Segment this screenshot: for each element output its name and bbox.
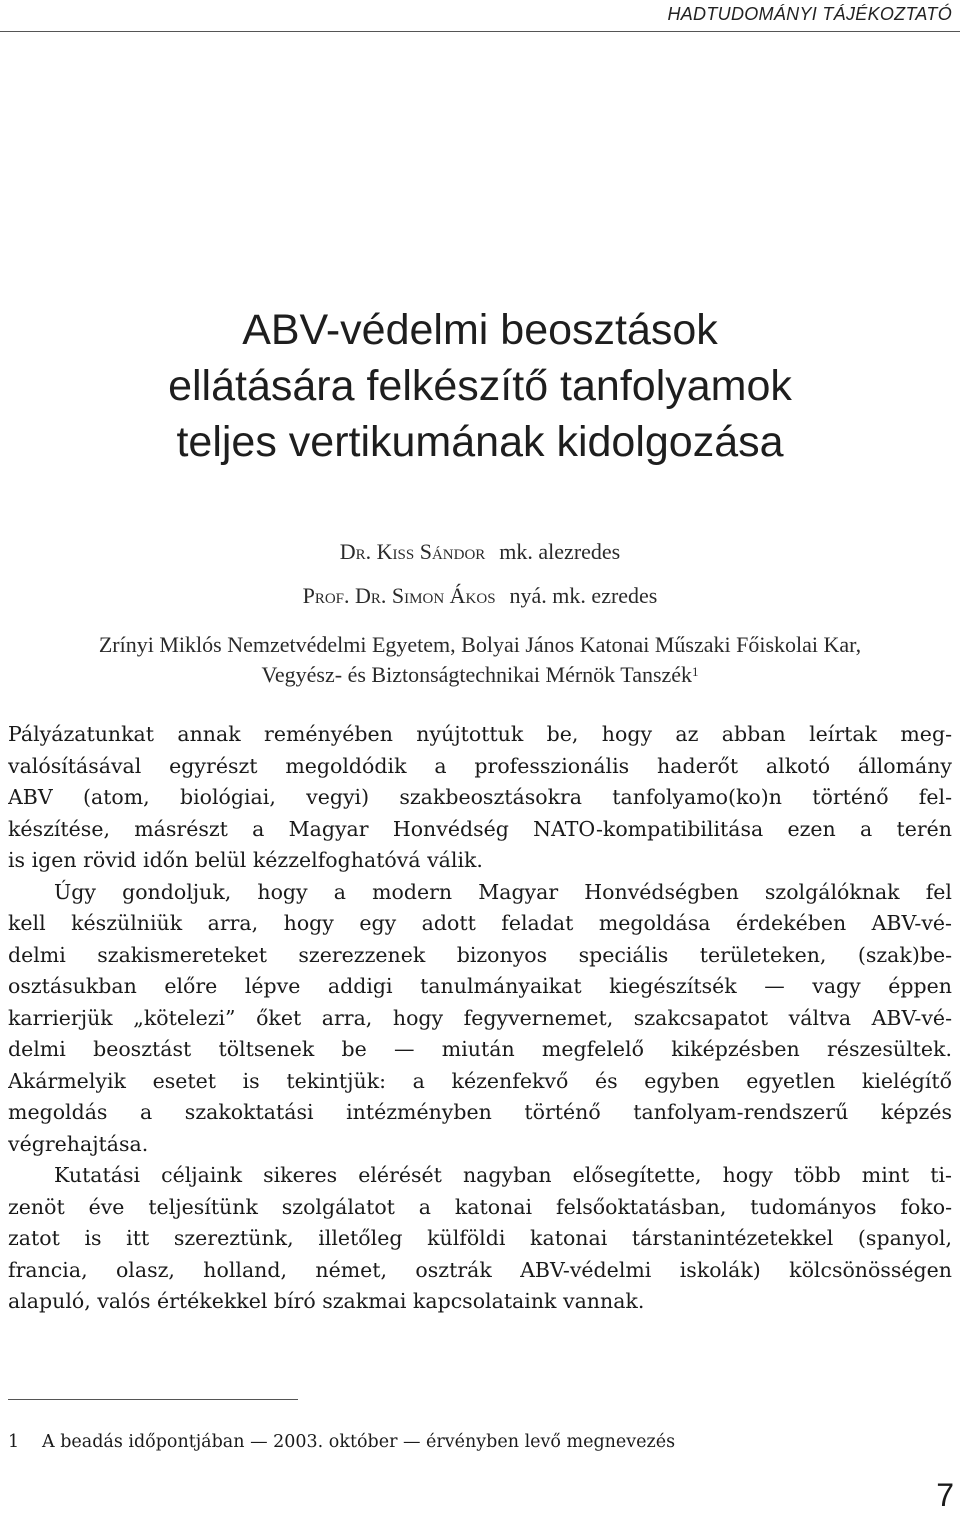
body-line: ABV (atom, biológiai, vegyi) szakbeosztásokra tanfolyamo(ko)n történő fel- [8,785,952,809]
body-line: is igen rövid időn belül kézzelfoghatóvá válik. [8,848,483,872]
body-line: alapuló, valós értékekkel bíró szakmai kapcsolataink vannak. [8,1289,645,1313]
body-line: zatot is itt szereztünk, illetőleg külföldi katonai társtanintézetekkel (spanyol, [8,1226,952,1250]
body-line: valósításával egyrészt megoldódik a professzionális haderőt alkotó állomány [8,753,952,778]
body-text [8,719,952,1318]
footnote-number: 1 [8,1432,20,1452]
body-line: Kutatási céljaink sikeres elérését nagyban elősegítette, hogy több mint ti- [54,1163,952,1187]
author-block [0,530,960,618]
page-number: 7 [936,1477,954,1513]
footnote [8,1432,675,1452]
header-rule [0,31,960,32]
author-rank: mk. alezredes [499,539,621,564]
body-line: kell készülniük arra, hogy egy adott feladat megoldása érdekében ABV-vé- [8,911,952,935]
body-line: Pályázatunkat annak reményében nyújtottuk be, hogy az abban leírtak meg- [8,722,952,746]
affiliation [0,630,960,690]
title-line: ellátására felkészítő tanfolyamok [168,362,792,410]
body-line: zenöt éve teljesítünk szolgálatot a katonai felsőoktatásban, tudományos foko- [8,1194,952,1219]
footnote-rule [8,1399,298,1400]
body-line: osztásukban előre lépve addigi tanulmányaikat kiegészítsék — vagy éppen [8,974,952,998]
title-line: teljes vertikumának kidolgozása [176,418,784,466]
body-line: delmi beosztást töltsenek be — miután megfelelő kiképzésben részesültek. [8,1037,952,1061]
affiliation-line: Zrínyi Miklós Nemzetvédelmi Egyetem, Bolyai János Katonai Műszaki Főiskolai Kar, [98,632,862,657]
author-rank: nyá. mk. ezredes [509,583,658,608]
running-header: HADTUDOMÁNYI TÁJÉKOZTATÓ [667,4,952,24]
title-line: ABV-védelmi beosztások [242,306,718,354]
body-line: francia, olasz, holland, német, osztrák ABV-védelmi iskolák) kölcsönösségen [8,1257,952,1282]
footnote-text: A beadás időpontjában — 2003. október — érvényben levő megnevezés [42,1432,676,1452]
author-line [0,530,960,574]
article-title [0,302,960,470]
body-line: Úgy gondoljuk, hogy a modern Magyar Honvédségben szolgálóknak fel [54,879,952,904]
body-line: Akármelyik esetet is tekintjük: a kézenfekvő és egyben egyetlen kielégítő [8,1068,952,1093]
author-name: Prof. Dr. Simon Ákos [302,583,496,608]
body-line: végrehajtása. [8,1131,149,1156]
author-line [0,574,960,618]
affiliation-line [0,660,960,690]
body-line: megoldás a szakoktatási intézményben történő tanfolyam-rendszerű képzés [8,1100,952,1124]
body-line: delmi szakismereteket szerezzenek bizonyos speciális területeken, (szak)be- [8,942,952,967]
body-line: karrierjük „kötelezi” őket arra, hogy fegyvernemet, szakcsapatot váltva ABV-vé- [8,1005,952,1030]
body-line: készítése, másrészt a Magyar Honvédség NATO-kompatibilitása ezen a terén [8,816,952,841]
affiliation-department: Vegyész- és Biztonságtechnikai Mérnök Tanszék [261,662,693,687]
footnote-marker: 1 [692,664,699,679]
author-name: Dr. Kiss Sándor [339,539,486,564]
